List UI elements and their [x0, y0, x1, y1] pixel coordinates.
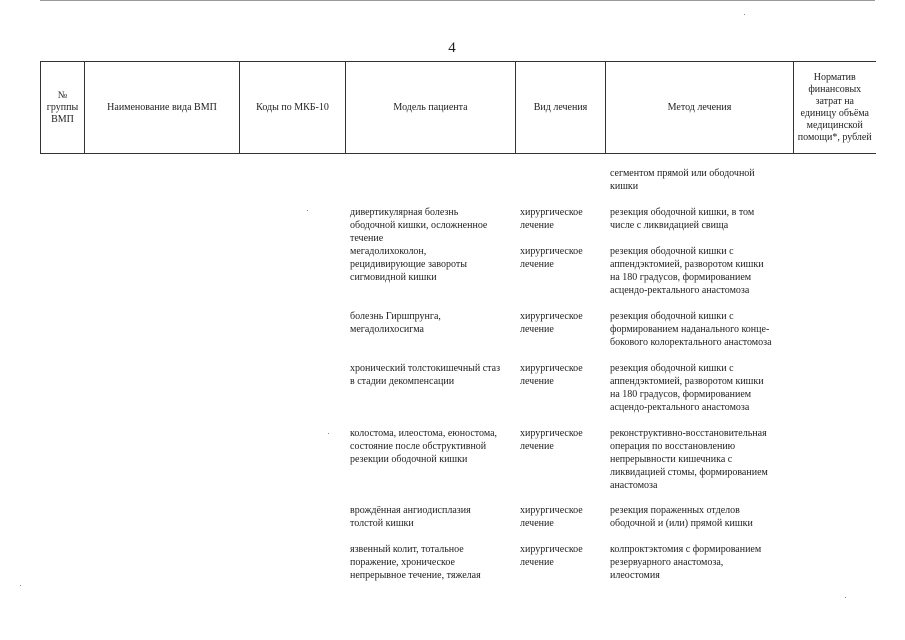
row-5-kind-line: хирургическое: [520, 428, 583, 439]
row-1-model-line: дивертикулярная болезнь: [350, 207, 459, 218]
row-0-method-line: сегментом прямой или ободочной: [610, 168, 755, 179]
row-2-model-line: рецидивирующие завороты: [350, 259, 467, 270]
row-3-kind-line: лечение: [520, 324, 554, 335]
row-6-method-line: ободочной и (или) прямой кишки: [610, 518, 753, 529]
row-5-model-line: состояние после обструктивной: [350, 441, 487, 452]
row-6-model: [350, 504, 471, 530]
row-4-method-line: асцендо-ректального анастомоза: [610, 402, 750, 413]
row-5-method-line: анастомоза: [610, 480, 658, 491]
row-6-method: [610, 504, 753, 530]
row-2-method-line: на 180 градусов, формированием: [610, 272, 752, 283]
row-4-method-line: на 180 градусов, формированием: [610, 389, 752, 400]
row-1-method-line: числе с ликвидацией свища: [610, 220, 729, 231]
top-edge-rule: [40, 0, 875, 1]
row-7-model-line: язвенный колит, тотальное: [350, 544, 464, 555]
row-2-method-line: асцендо-ректального анастомоза: [610, 285, 750, 296]
header-cost-norm: Норматив финансовых затрат на единицу объёма медицинской помощи*, рублей: [794, 62, 876, 154]
row-6-kind-line: лечение: [520, 518, 554, 529]
row-2-model-line: мегадолихоколон,: [350, 246, 427, 257]
row-3-method-line: резекция ободочной кишки с: [610, 311, 734, 322]
row-3-kind-line: хирургическое: [520, 311, 583, 322]
row-7-method-line: резервуарного анастомоза,: [610, 557, 724, 568]
page-number: 4: [448, 40, 456, 56]
header-vmp-name: Наименование вида ВМП: [85, 62, 240, 154]
row-3-model: [350, 310, 441, 336]
row-2-method-line: резекция ободочной кишки с: [610, 246, 734, 257]
table-header: [40, 61, 876, 154]
row-4-kind-line: хирургическое: [520, 363, 583, 374]
row-3-method-line: формированием наданального конце-: [610, 324, 770, 335]
row-2-model-line: сигмовидной кишки: [350, 272, 437, 283]
row-6-kind: [520, 504, 583, 530]
row-2-kind-line: лечение: [520, 259, 554, 270]
row-1-kind-line: хирургическое: [520, 207, 583, 218]
row-5-method-line: операция по восстановлению: [610, 441, 736, 452]
row-7-model-line: непрерывное течение, тяжелая: [350, 570, 481, 581]
row-7-method-line: илеостомия: [610, 570, 660, 581]
row-7-model-line: поражение, хроническое: [350, 557, 455, 568]
row-5-method-line: ликвидацией стомы, формированием: [610, 467, 768, 478]
row-5-model-line: резекции ободочной кишки: [350, 454, 468, 465]
row-4-kind-line: лечение: [520, 376, 554, 387]
row-4-method-line: резекция ободочной кишки с: [610, 363, 734, 374]
row-3-method-line: бокового колоректального анастомоза: [610, 337, 772, 348]
row-4-kind: [520, 362, 583, 388]
row-2-kind: [520, 245, 583, 271]
scan-speck: [845, 597, 846, 598]
row-5-kind-line: лечение: [520, 441, 554, 452]
row-1-model-line: течение: [350, 233, 384, 244]
row-2-model: [350, 245, 467, 284]
scan-speck: [744, 14, 745, 15]
row-3-kind: [520, 310, 583, 336]
row-1-method: [610, 206, 754, 232]
row-6-model-line: врождённая ангиодисплазия: [350, 505, 471, 516]
scan-speck: [307, 210, 308, 211]
row-0-method-line: кишки: [610, 181, 639, 192]
row-5-method-line: непрерывности кишечника с: [610, 454, 733, 465]
row-7-method: [610, 543, 761, 582]
row-4-model: [350, 362, 500, 388]
header-treatment-kind: Вид лечения: [516, 62, 606, 154]
row-7-kind-line: хирургическое: [520, 544, 583, 555]
row-1-method-line: резекция ободочной кишки, в том: [610, 207, 755, 218]
row-2-kind-line: хирургическое: [520, 246, 583, 257]
row-5-method: [610, 427, 768, 492]
row-1-model: [350, 206, 487, 245]
row-7-kind-line: лечение: [520, 557, 554, 568]
header-patient-model: Модель пациента: [346, 62, 516, 154]
row-5-model-line: колостома, илеостома, еюностома,: [350, 428, 498, 439]
row-3-method: [610, 310, 772, 349]
scan-speck: [328, 433, 329, 434]
row-1-kind-line: лечение: [520, 220, 554, 231]
row-2-method-line: аппендэктомией, разворотом кишки: [610, 259, 764, 270]
row-5-model: [350, 427, 497, 466]
row-4-model-line: в стадии декомпенсации: [350, 376, 455, 387]
row-4-method: [610, 362, 764, 414]
row-6-model-line: толстой кишки: [350, 518, 414, 529]
row-7-kind: [520, 543, 583, 569]
row-6-kind-line: хирургическое: [520, 505, 583, 516]
scan-speck: [20, 585, 21, 586]
row-4-model-line: хронический толстокишечный стаз: [350, 363, 501, 374]
header-icd-codes: Коды по МКБ-10: [240, 62, 346, 154]
row-3-model-line: болезнь Гиршпрунга,: [350, 311, 441, 322]
row-7-method-line: колпроктэктомия с формированием: [610, 544, 762, 555]
row-4-method-line: аппендэктомией, разворотом кишки: [610, 376, 764, 387]
row-6-method-line: резекция пораженных отделов: [610, 505, 740, 516]
row-7-model: [350, 543, 481, 582]
header-treatment-method: Метод лечения: [606, 62, 794, 154]
row-5-method-line: реконструктивно-восстановительная: [610, 428, 767, 439]
row-0-method: [610, 167, 755, 193]
row-5-kind: [520, 427, 583, 453]
row-3-model-line: мегадолихосигма: [350, 324, 424, 335]
header-group-number: № группы ВМП: [41, 62, 85, 154]
row-1-kind: [520, 206, 583, 232]
row-1-model-line: ободочной кишки, осложненное: [350, 220, 488, 231]
row-2-method: [610, 245, 764, 297]
